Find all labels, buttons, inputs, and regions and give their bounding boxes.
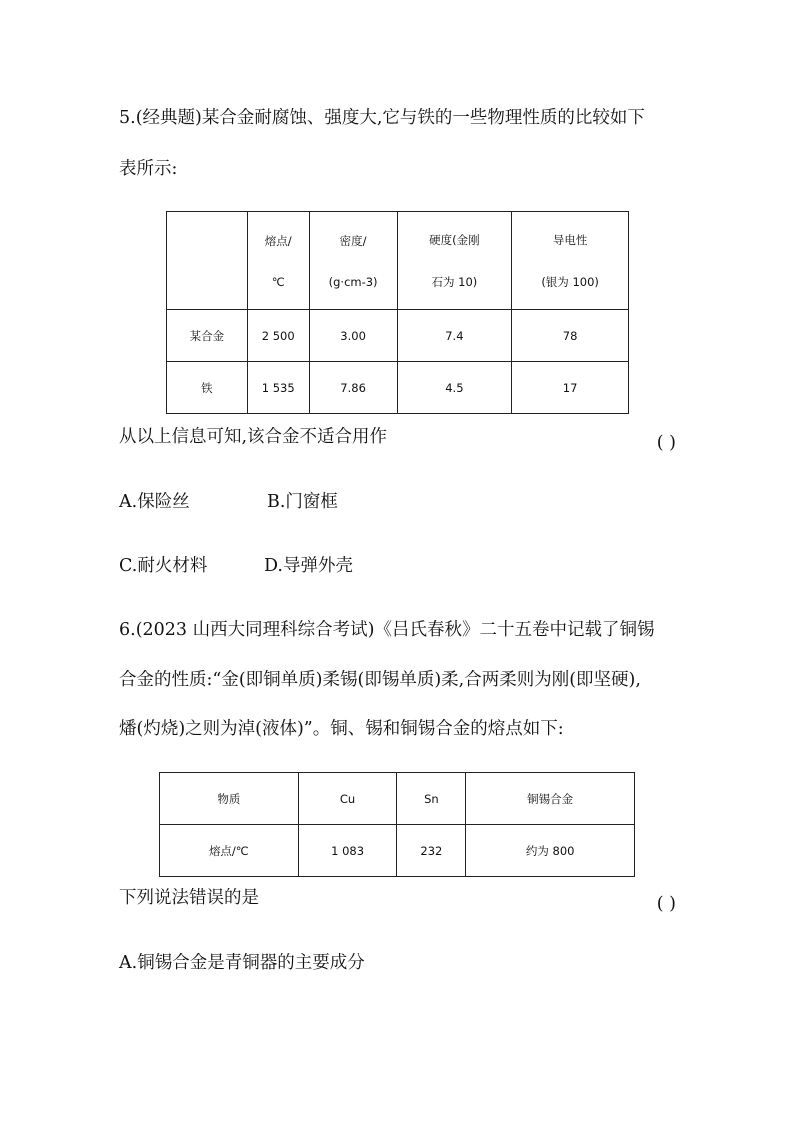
table-cell: 7.86 bbox=[309, 362, 397, 414]
table-header-cell: Sn bbox=[397, 773, 466, 825]
table-header-cell: 铜锡合金 bbox=[466, 773, 635, 825]
q6-melting-point-table bbox=[159, 772, 635, 877]
q6-option-a[interactable]: A.铜锡合金是青铜器的主要成分 bbox=[119, 953, 365, 973]
table-cell: 78 bbox=[512, 310, 629, 362]
table-row bbox=[167, 310, 629, 362]
table-cell: 232 bbox=[397, 825, 466, 877]
table-cell: 3.00 bbox=[309, 310, 397, 362]
q5-header-density: 密度/ (g·cm-3) bbox=[309, 212, 397, 310]
q5-header-melting-point: 熔点/ ℃ bbox=[247, 212, 309, 310]
table-cell: 17 bbox=[512, 362, 629, 414]
table-cell: 4.5 bbox=[397, 362, 512, 414]
q5-stem-line-1: 5.(经典题)某合金耐腐蚀、强度大,它与铁的一些物理性质的比较如下 bbox=[119, 108, 645, 128]
q6-stem-line-1: 6.(2023 山西大同理科综合考试)《吕氏春秋》二十五卷中记载了铜锡 bbox=[119, 620, 655, 640]
table-cell: 1 083 bbox=[298, 825, 397, 877]
q5-stem-line-2: 表所示: bbox=[119, 159, 178, 179]
table-cell: 某合金 bbox=[167, 310, 248, 362]
q5-header-corner bbox=[167, 212, 248, 310]
table-row bbox=[167, 362, 629, 414]
q5-header-conductivity: 导电性 (银为 100) bbox=[512, 212, 629, 310]
q5-question: 从以上信息可知,该合金不适合用作 bbox=[119, 427, 388, 447]
q6-stem-line-2: 合金的性质:“金(即铜单质)柔锡(即锡单质)柔,合两柔则为刚(即坚硬), bbox=[119, 670, 641, 690]
q5-property-table bbox=[166, 211, 629, 414]
table-row bbox=[160, 825, 635, 877]
q5-option-b[interactable]: B.门窗框 bbox=[267, 492, 338, 512]
table-cell: 2 500 bbox=[247, 310, 309, 362]
q5-option-c[interactable]: C.耐火材料 bbox=[119, 556, 208, 576]
q5-option-d[interactable]: D.导弹外壳 bbox=[264, 556, 353, 576]
q5-answer-blank[interactable]: ( ) bbox=[656, 433, 676, 453]
table-cell: 约为 800 bbox=[466, 825, 635, 877]
table-cell: 1 535 bbox=[247, 362, 309, 414]
table-cell: 7.4 bbox=[397, 310, 512, 362]
table-cell: 熔点/℃ bbox=[160, 825, 299, 877]
table-header-cell: 物质 bbox=[160, 773, 299, 825]
q5-header-hardness: 硬度(金刚 石为 10) bbox=[397, 212, 512, 310]
q6-table-header-row bbox=[160, 773, 635, 825]
table-cell: 铁 bbox=[167, 362, 248, 414]
q6-answer-blank[interactable]: ( ) bbox=[656, 894, 676, 914]
q5-option-a[interactable]: A.保险丝 bbox=[119, 492, 190, 512]
q6-stem-line-3: 燔(灼烧)之则为淖(液体)”。铜、锡和铜锡合金的熔点如下: bbox=[119, 719, 564, 739]
q5-table-header-row bbox=[167, 212, 629, 310]
q6-question: 下列说法错误的是 bbox=[119, 888, 259, 908]
table-header-cell: Cu bbox=[298, 773, 397, 825]
